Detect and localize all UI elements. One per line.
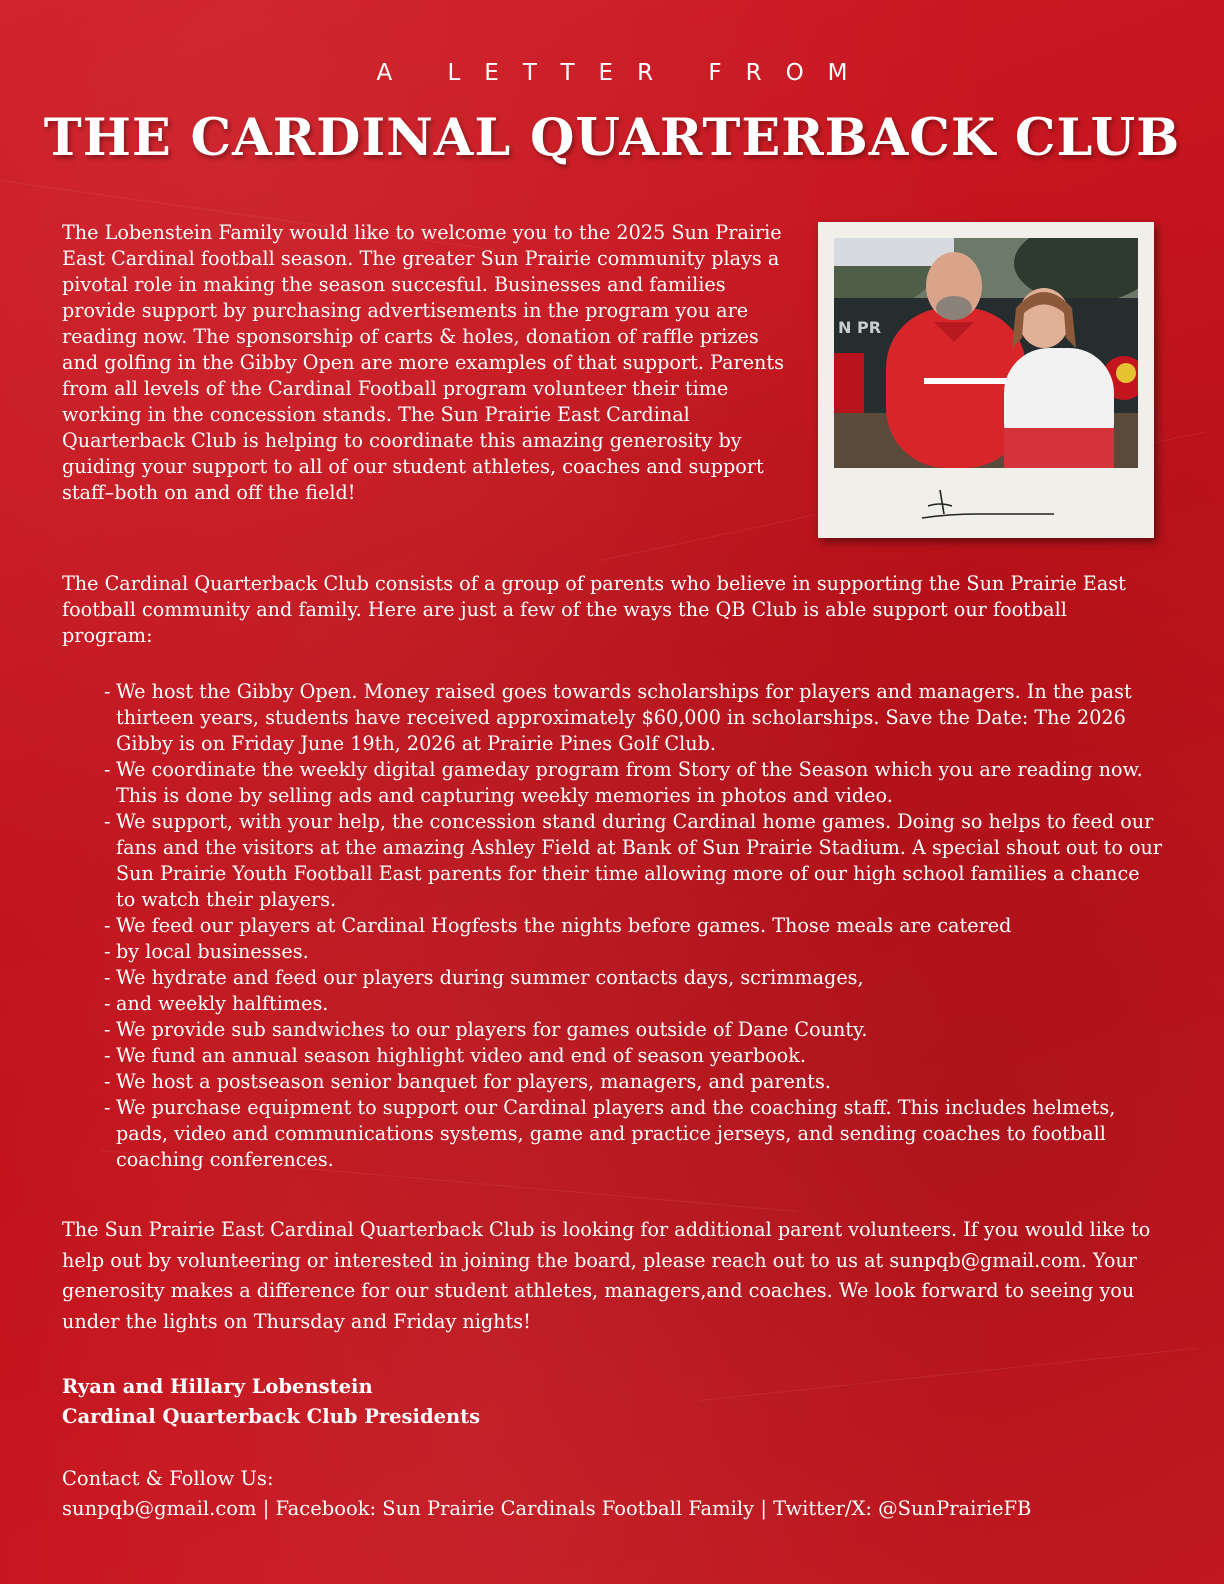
signature-mark bbox=[918, 484, 1058, 524]
signoff-names: Ryan and Hillary Lobenstein bbox=[62, 1375, 373, 1398]
contact-heading: Contact & Follow Us: bbox=[62, 1467, 274, 1490]
signoff-role: Cardinal Quarterback Club Presidents bbox=[62, 1405, 481, 1428]
intro-paragraph: The Lobenstein Family would like to welcome you to the 2025 Sun Prairie East Cardinal football season. The greater Sun Prairie community plays a pivotal role in making the season succesful. Businesses and families provide support by purchasing advertisements in the program you are reading now. The sponsorship of carts & holes, donation of raffle prizes and golfing in the Gibby Open are more examples of that support. Parents from all levels of the Cardinal Football program volunteer their time working in the concession stands. The Sun Prairie East Cardinal Quarterback Club is helping to coordinate this amazing generosity by guiding your support to all of our student athletes, coaches and support staff–both on and off the field! bbox=[62, 221, 784, 504]
signoff-block bbox=[62, 1372, 480, 1432]
paper-crease bbox=[700, 1348, 1197, 1401]
volunteer-paragraph: The Sun Prairie East Cardinal Quarterback Club is looking for additional parent volunteers. If you would like to help out by volunteering or interested in joining the board, please reach out to us at sunpqb@gmail.com. Your generosity makes a difference for our student athletes, managers,and coaches. We look forward to seeing you under the lights on Thursday and Friday nights! bbox=[62, 1218, 1151, 1333]
list-item: - by local businesses. bbox=[104, 940, 309, 963]
list-item: - We purchase equipment to support our Cardinal players and the coaching staff. This includes helmets, pads, video and communications systems, game and practice jerseys, and sending coaches to football coaching conferences. bbox=[104, 1096, 1116, 1171]
banner-text: N PR bbox=[838, 318, 882, 337]
couple-photo-illustration bbox=[834, 238, 1138, 468]
list-item: - We support, with your help, the concession stand during Cardinal home games. Doing so helps to feed our fans and the visitors at the amazing Ashley Field at Bank of Sun Prairie Stadium. A special shout out to our Sun Prairie Youth Football East parents for their time allowing more of our high school families a chance to watch their players. bbox=[104, 810, 1163, 911]
polaroid-photo-frame bbox=[818, 222, 1154, 538]
list-item: - We feed our players at Cardinal Hogfests the nights before games. Those meals are catered bbox=[104, 914, 1012, 937]
couple-photo bbox=[834, 238, 1138, 468]
list-item: - We fund an annual season highlight video and end of season yearbook. bbox=[104, 1044, 806, 1067]
list-item: - We host a postseason senior banquet for players, managers, and parents. bbox=[104, 1070, 831, 1093]
list-item: - We coordinate the weekly digital gameday program from Story of the Season which you are reading now. This is done by selling ads and capturing weekly memories in photos and video. bbox=[104, 758, 1143, 807]
list-item: - We host the Gibby Open. Money raised goes towards scholarships for players and managers. In the past thirteen years, students have received approximately $60,000 in scholarships. Save the Date: The 2026 Gibby is on Friday June 19th, 2026 at Prairie Pines Golf Club. bbox=[104, 680, 1132, 755]
list-item: - We provide sub sandwiches to our players for games outside of Dane County. bbox=[104, 1018, 868, 1041]
letter-kicker: A LETTER FROM bbox=[376, 60, 872, 86]
club-description-paragraph: The Cardinal Quarterback Club consists of a group of parents who believe in supporting the Sun Prairie East football community and family. Here are just a few of the ways the QB Club is able support our football program: bbox=[62, 572, 1126, 647]
contact-line: sunpqb@gmail.com | Facebook: Sun Prairie Cardinals Football Family | Twitter/X: @SunPrairieFB bbox=[62, 1497, 1032, 1520]
page-title: THE CARDINAL QUARTERBACK CLUB bbox=[43, 108, 1181, 168]
contact-block bbox=[62, 1464, 1182, 1524]
list-item: - We hydrate and feed our players during summer contacts days, scrimmages, bbox=[104, 966, 864, 989]
support-list bbox=[104, 679, 1164, 1173]
list-item: - and weekly halftimes. bbox=[104, 992, 329, 1015]
